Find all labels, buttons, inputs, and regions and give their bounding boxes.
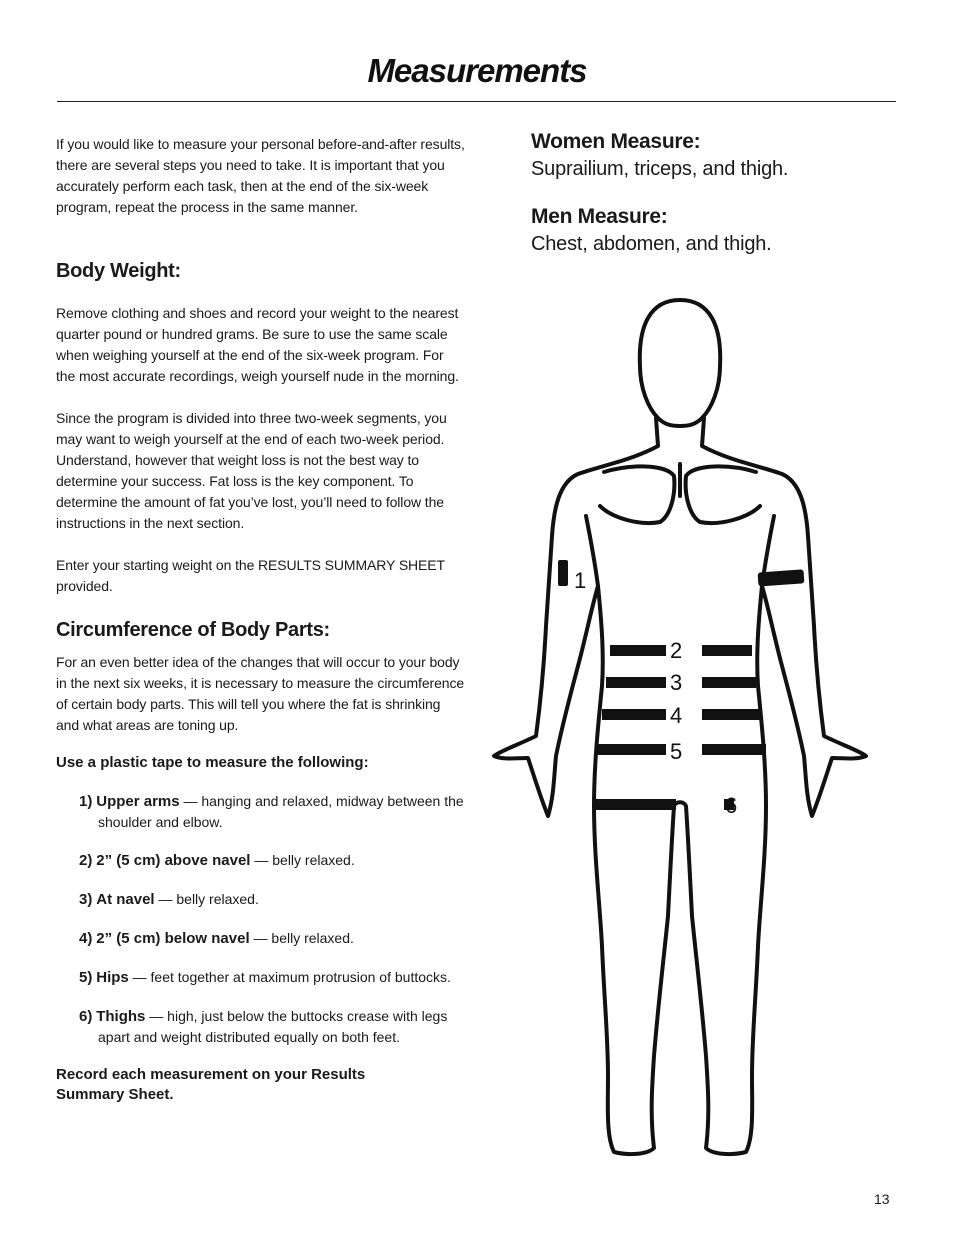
body-weight-para-2: Since the program is divided into three two-week segments, you may want to weigh yourself at the end of each two-week period. Understand, however that weight loss is not the best way to determine your success. Fat loss is the key component. To determine the amount of fat you’ve lost, you’ll need to follow the instructions in the next section. [56,410,447,531]
measurement-list [56,791,466,1047]
tape-instruction: Use a plastic tape to measure the following: [56,754,369,771]
mark-3: 3 [670,670,683,695]
body-figure [490,296,870,1158]
title-divider [57,101,896,102]
men-measure-text: Chest, abdomen, and thigh. [531,233,772,255]
left-column [56,134,466,1105]
circumference-heading: Circumference of Body Parts: [56,619,330,641]
band-hips [596,744,666,755]
record-note: Record each measurement on your Results Summary Sheet. [56,1066,366,1103]
mark-4: 4 [670,703,683,728]
men-measure-heading: Men Measure: [531,205,668,228]
band-below-navel [702,709,760,720]
body-weight-heading: Body Weight: [56,260,181,282]
list-item: 4) 2” (5 cm) below navel — belly relaxed. [79,930,354,947]
circumference-para: For an even better idea of the changes that will occur to your body in the next six weeks, it is necessary to measure the circumference of certain body parts. This will tell you where the fat is shrinking and what areas are toning up. [56,654,465,733]
list-item: 3) At navel — belly relaxed. [79,891,259,908]
band-above-navel [702,645,752,656]
body-outline [494,418,866,1154]
page-number: 13 [874,1191,890,1207]
band-thigh-left [596,799,676,810]
mark-5: 5 [670,739,683,764]
women-measure-text: Suprailium, triceps, and thigh. [531,158,789,180]
body-weight-para-1: Remove clothing and shoes and record your weight to the nearest quarter pound or hundred grams. Be sure to use the same scale when weighing yourself at the end of the six-week program. For the most accurate recordings, weigh yourself nude in the morning. [56,305,459,384]
band-at-navel [606,677,666,688]
band-upper-arm-left [558,560,568,586]
band-at-navel [702,677,756,688]
band-above-navel [610,645,666,656]
list-item: 2) 2” (5 cm) above navel — belly relaxed. [79,852,355,869]
band-hips [702,744,766,755]
intro-paragraph: If you would like to measure your personal before-and-after results, there are several steps you need to take. It is important that you accurately perform each task, then at the end of the six-week program, repeat the process in the same manner. [56,136,465,215]
mark-2: 2 [670,638,683,663]
chest-outline [686,466,760,523]
arm-inner-line [586,516,598,586]
chest-outline [600,466,674,523]
mark-1: 1 [574,568,587,593]
mark-6: 6 [725,793,738,818]
list-item: 1) Upper arms — hanging and relaxed, midway between the shoulder and elbow. [79,793,464,830]
body-outline-illustration [490,296,870,1158]
body-weight-para-3: Enter your starting weight on the RESULTS SUMMARY SHEET provided. [56,557,445,594]
list-item: 5) Hips — feet together at maximum protrusion of buttocks. [79,969,451,986]
right-column [531,130,911,256]
women-measure-heading: Women Measure: [531,130,701,153]
page-title: Measurements [367,52,587,89]
list-item: 6) Thighs — high, just below the buttocks crease with legs apart and weight distributed equally on both feet. [79,1008,448,1045]
head-outline [640,300,720,426]
band-below-navel [602,709,666,720]
